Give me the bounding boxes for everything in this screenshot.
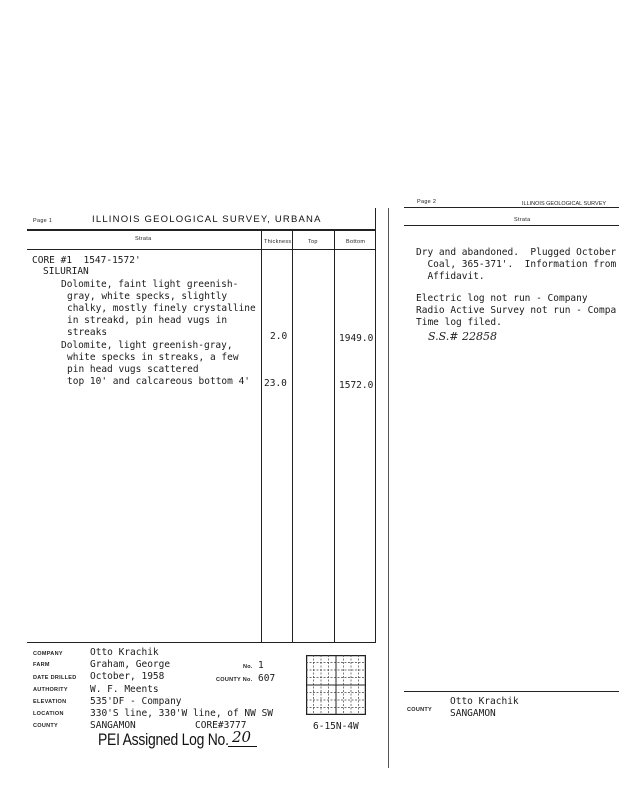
remarks-line: Coal, 365-371'. Information from [416,259,617,270]
pei-number: 20 [228,728,257,747]
strata-line: in streakd, pin head vugs in [67,315,228,326]
page-2-label: Page 2 [417,199,437,205]
page-2-header-rule [404,225,619,226]
log-note-line: Radio Active Survey not run - Compa [416,305,617,316]
survey-header: ILLINOIS GEOLOGICAL SURVEY, URBANA [92,214,322,225]
column-strata: Strata [135,236,152,242]
strata-line: gray, white specks, slightly [67,291,228,302]
remarks-line: Dry and abandoned. Plugged October [416,247,617,258]
column-bottom: Bottom [346,239,366,245]
column-top: Top [308,239,318,245]
strata-line: Dolomite, faint light greenish- [61,279,239,290]
elevation-label: ELEVATION [33,699,67,705]
column-rule-top [292,231,293,642]
county-no-value: 607 [258,673,276,684]
bottom-value: 1572.0 [339,380,374,391]
elevation-value: 535'DF - Company [90,696,182,707]
pei-log-stamp [98,730,257,750]
no-label: No. [243,664,253,670]
location-value: 330'S line, 330'W line, of NW SW [90,708,274,719]
log-note-line: Electric log not run - Company [416,293,588,304]
core-line: CORE #1 1547-1572' [32,255,141,266]
authority-value: W. F. Meents [90,684,159,695]
date-drilled-value: October, 1958 [90,671,165,682]
page-2-county-label: COUNTY [407,707,433,713]
county-label: COUNTY [33,723,59,729]
thickness-value: 23.0 [264,378,287,389]
page-2-footer-rule [404,691,619,692]
page-2-top-rule [404,207,619,208]
county-value: SANGAMON [90,720,136,731]
company-value: Otto Krachik [90,647,159,658]
county-no-label: COUNTY No. [216,677,253,683]
date-drilled-label: DATE DRILLED [33,675,77,681]
page-2-county-value: SANGAMON [450,708,496,719]
column-thickness: Thickness [264,239,292,245]
column-rule-bottom [334,231,335,642]
column-rule-thickness [261,231,262,642]
section-grid [306,655,366,715]
strata-line: top 10' and calcareous bottom 4' [67,376,251,387]
log-note-line: Time log filed. [416,317,502,328]
location-label: LOCATION [33,711,64,717]
authority-label: AUTHORITY [33,687,68,693]
strata-line: chalky, mostly finely crystalline [67,303,256,314]
page-2-survey-header: ILLINOIS GEOLOGICAL SURVEY [522,201,607,207]
system-name: SILURIAN [43,266,89,277]
page-1-label: Page 1 [33,218,53,224]
ss-number-note: S.S.# 22858 [428,330,497,343]
strata-line: pin head vugs scattered [67,364,199,375]
table-header-rule [27,249,376,250]
strata-line: white specks in streaks, a few [67,352,239,363]
no-value: 1 [258,660,264,671]
table-top-rule [27,229,376,231]
section-grid-icon [306,655,366,715]
core-number: CORE#3777 [195,720,247,731]
farm-label: FARM [33,662,50,668]
page-gutter-rule [388,208,389,768]
remarks-line: Affidavit. [416,271,485,282]
column-rule-right [375,208,376,642]
farm-value: Graham, George [90,659,171,670]
strata-line: Dolomite, light greenish-gray, [61,340,233,351]
page-2-company: Otto Krachik [450,696,519,707]
page-2-column-strata: Strata [514,217,531,223]
pei-label: PEI Assigned Log No. [98,730,229,749]
bottom-value: 1949.0 [339,333,374,344]
strata-line: streaks [67,327,108,338]
company-label: COMPANY [33,651,63,657]
thickness-value: 2.0 [270,331,288,342]
township-range: 6-15N-4W [313,721,359,732]
footer-rule [27,642,376,643]
